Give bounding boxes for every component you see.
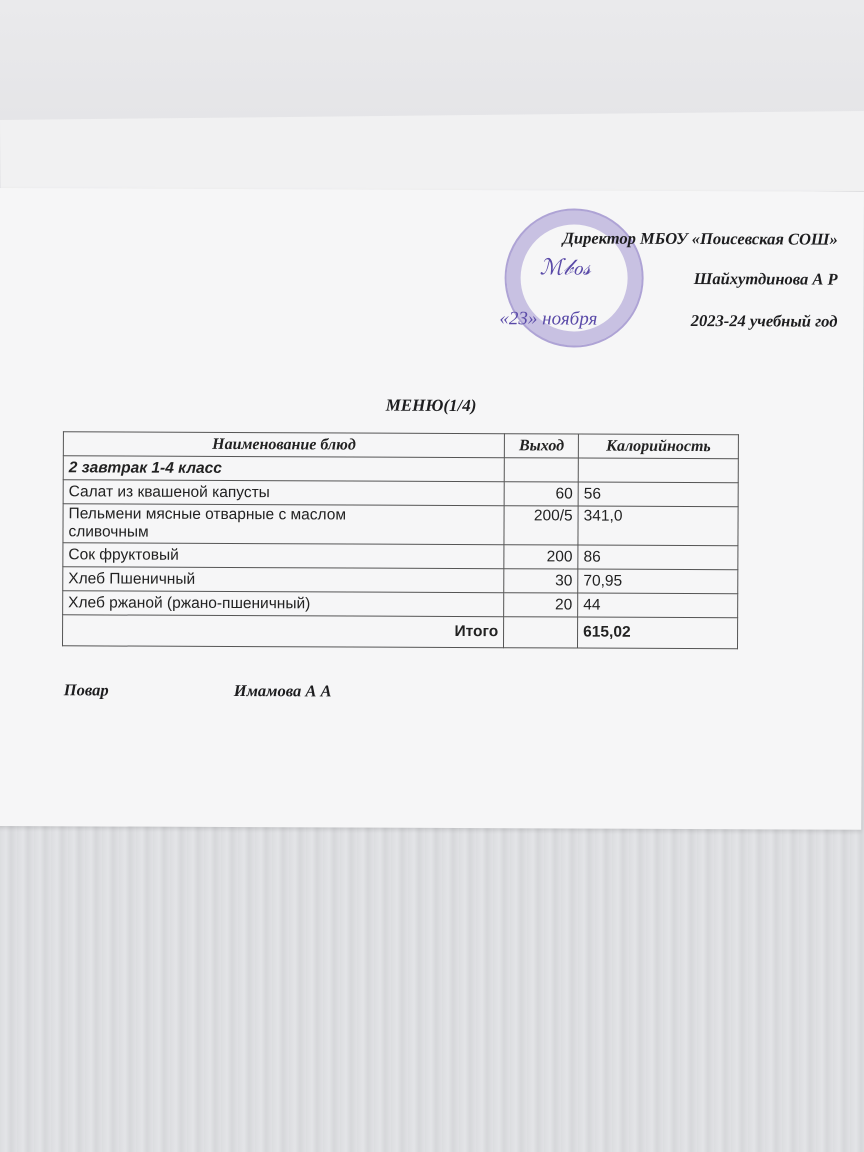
dish-calories: 44 (578, 593, 738, 618)
dish-name-line-2: сливочным (68, 523, 149, 541)
dish-yield: 200/5 (504, 506, 578, 545)
dish-calories: 341,0 (578, 506, 738, 546)
section-row (63, 456, 738, 483)
menu-title: МЕНЮ(1/4) (385, 395, 477, 416)
menu-document (0, 188, 864, 830)
director-signature: ℳ𝒷ℴ𝓈 (539, 254, 591, 280)
dish-calories: 70,95 (578, 569, 738, 594)
approval-date-handwritten: «23» ноября (499, 308, 598, 330)
dish-yield: 200 (504, 545, 578, 569)
table-row (63, 567, 738, 594)
column-header-calories: Калорийность (578, 434, 738, 459)
cook-role: Повар (63, 680, 109, 700)
dish-name: Хлеб ржаной (ржано-пшеничный) (63, 591, 504, 617)
column-header-dish: Наименование блюд (63, 432, 504, 458)
dish-yield: 20 (504, 593, 578, 617)
table-cell-empty (504, 617, 578, 648)
table-row (63, 480, 738, 507)
underlying-sheet (0, 111, 864, 200)
dish-yield: 30 (504, 569, 578, 593)
dish-name: Салат из квашеной капусты (63, 480, 504, 506)
column-header-yield: Выход (504, 434, 578, 458)
director-title: Директор МБОУ «Поисевская СОШ» (562, 228, 838, 249)
total-row (63, 615, 738, 649)
approval-year: 2023-24 учебный год (690, 311, 838, 331)
dish-calories: 56 (578, 482, 738, 507)
table-cell-empty (578, 458, 738, 483)
table-cell-empty (504, 458, 578, 482)
director-name: Шайхутдинова А Р (693, 269, 838, 289)
dish-name: Хлеб Пшеничный (63, 567, 504, 593)
table-row (63, 504, 738, 546)
dish-name-line-1: Пельмени мясные отварные с маслом (68, 505, 347, 524)
dish-name (63, 504, 504, 545)
total-label: Итого (63, 615, 504, 648)
dish-name: Сок фруктовый (63, 543, 504, 569)
table-surface-bottom (0, 820, 864, 1152)
dish-yield: 60 (504, 482, 578, 506)
table-row (63, 591, 738, 618)
section-label: 2 завтрак 1-4 класс (63, 456, 504, 482)
table-row (63, 543, 738, 570)
menu-table (62, 431, 739, 649)
table-header-row (63, 432, 738, 459)
total-calories: 615,02 (578, 617, 738, 649)
cook-name: Имамова А А (233, 681, 332, 701)
dish-calories: 86 (578, 545, 738, 570)
